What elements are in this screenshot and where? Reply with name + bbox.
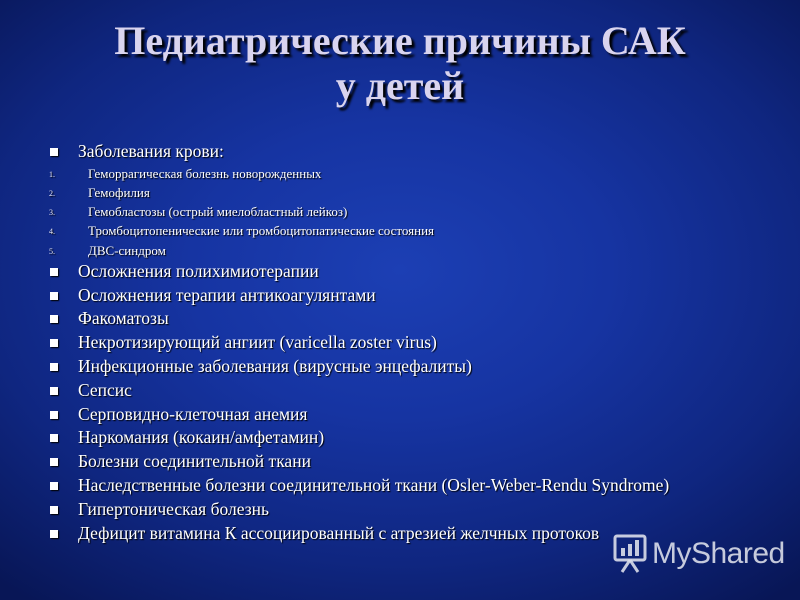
slide-title-line-2: у детей (335, 63, 465, 108)
sub-list-text: Гемобластозы (острый миелобластный лейкоз) (88, 204, 348, 220)
sub-list-item (48, 183, 788, 202)
bullet-text: Дефицит витамина К ассоциированный с атрезией желчных протоков (78, 522, 600, 543)
sub-list-text: Тромбоцитопенические или тромбоцитопатические состояния (88, 223, 435, 239)
bullet-item (48, 260, 788, 284)
sub-list-item (48, 221, 788, 240)
bullet-item (48, 379, 788, 403)
sub-list-number: 4. (49, 227, 55, 237)
bullet-text: Осложнения терапии антикоагулянтами (78, 284, 376, 305)
sub-list-item (48, 241, 788, 260)
square-bullet-icon (50, 458, 58, 466)
bullet-item (48, 498, 788, 522)
sub-list-number: 2. (49, 188, 55, 198)
bullet-item (48, 450, 788, 474)
bullet-text: Наследственные болезни соединительной ткани (Osler-Weber-Rendu Syndrome) (78, 474, 670, 495)
presentation-board-icon (612, 534, 648, 574)
sub-list-item (48, 164, 788, 183)
slide-content (48, 140, 788, 545)
bullet-item (48, 403, 788, 427)
bullet-item (48, 140, 788, 164)
square-bullet-icon (50, 387, 58, 395)
bullet-text: Осложнения полихимиотерапии (78, 260, 319, 281)
square-bullet-icon (50, 363, 58, 371)
sub-list-item (48, 202, 788, 221)
sub-list-text: Геморрагическая болезнь новорожденных (88, 165, 322, 181)
slide-title-line-1: Педиатрические причины САК (114, 18, 686, 63)
bullet-item (48, 284, 788, 308)
square-bullet-icon (50, 268, 58, 276)
square-bullet-icon (50, 148, 58, 156)
square-bullet-icon (50, 292, 58, 300)
bullet-item (48, 426, 788, 450)
bullet-item (48, 331, 788, 355)
sub-list-number: 5. (49, 246, 55, 256)
square-bullet-icon (50, 506, 58, 514)
square-bullet-icon (50, 434, 58, 442)
sub-list-number: 3. (49, 208, 55, 218)
bullet-item (48, 355, 788, 379)
sub-list-number: 1. (49, 169, 55, 179)
square-bullet-icon (50, 482, 58, 490)
bullet-text: Некротизирующий ангиит (varicella zoster virus) (78, 332, 437, 353)
sub-list-text: Гемофилия (88, 184, 150, 200)
bullet-text: Болезни соединительной ткани (78, 451, 311, 472)
sub-list-text: ДВС-синдром (88, 242, 166, 258)
square-bullet-icon (50, 339, 58, 347)
square-bullet-icon (50, 315, 58, 323)
bullet-item (48, 307, 788, 331)
bullet-item (48, 474, 788, 498)
bullet-text: Сепсис (78, 379, 132, 400)
slide-title (0, 18, 800, 108)
square-bullet-icon (50, 411, 58, 419)
watermark-text: MyShared (652, 537, 785, 570)
bullet-text: Наркомания (кокаин/амфетамин) (78, 427, 325, 448)
bullet-text: Гипертоническая болезнь (78, 498, 269, 519)
bullet-text: Инфекционные заболевания (вирусные энцефалиты) (78, 355, 472, 376)
bullet-text: Заболевания крови: (78, 141, 224, 161)
square-bullet-icon (50, 530, 58, 538)
watermark (612, 532, 792, 578)
bullet-text: Серповидно-клеточная анемия (78, 403, 308, 424)
bullet-text: Факоматозы (78, 308, 169, 329)
